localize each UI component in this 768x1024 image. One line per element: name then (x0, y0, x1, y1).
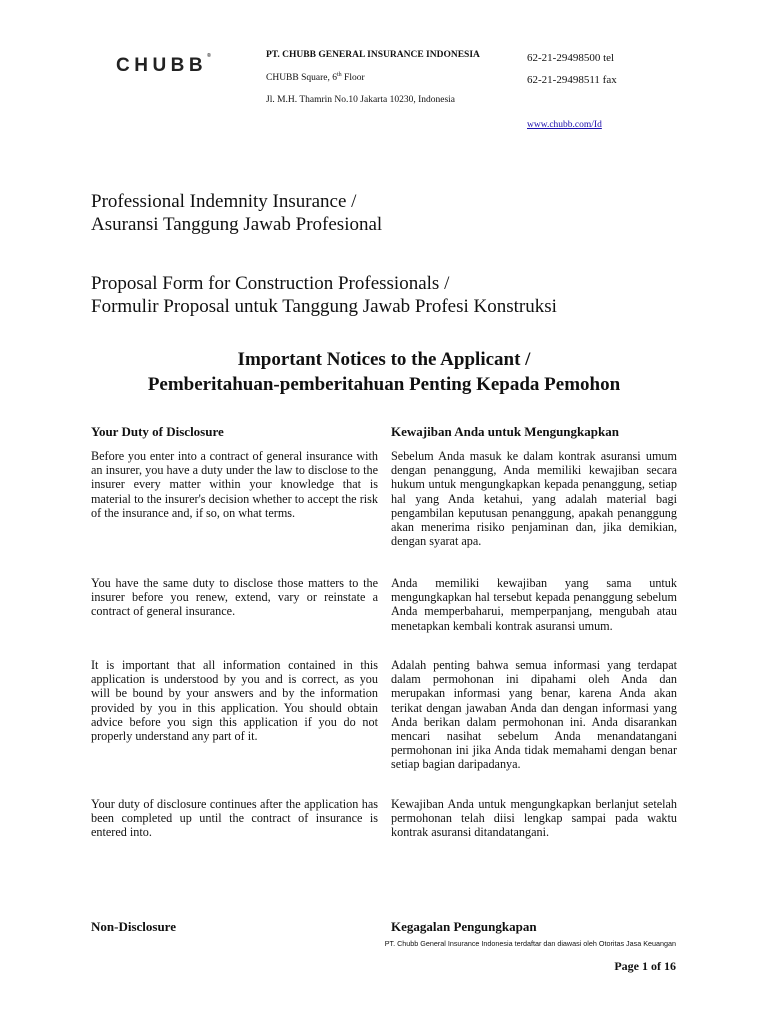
phone-number: 62-21-29498500 tel (527, 52, 615, 64)
notices-heading-2: Pemberitahuan-pemberitahuan Penting Kepada Pemohon (147, 374, 621, 395)
section-heading-nondisclosure-id: Kegagalan Pengungkapan (391, 919, 537, 934)
fax-number: 62-21-29498511 fax (527, 74, 617, 86)
title-line-4: Formulir Proposal untuk Tanggung Jawab Profesi Konstruksi (91, 296, 557, 317)
page-number: Page 1 of 16 (614, 959, 676, 973)
section-heading-duty-id: Kewajiban Anda untuk Mengungkapkan (391, 424, 619, 439)
website-link[interactable]: www.chubb.com/Id (527, 120, 602, 130)
paragraph-1-en: Before you enter into a contract of general insurance with an insurer, you have a duty under the law to disclose to the insurer every matter within your knowledge that is material to the insurer's decision whether to accept the risk of the insurance and, if so, on what terms. (91, 449, 378, 520)
company-name: PT. CHUBB GENERAL INSURANCE INDONESIA (266, 50, 480, 60)
address-line-1: CHUBB Square, 6th Floor (266, 72, 365, 84)
paragraph-3-id: Adalah penting bahwa semua informasi yang terdapat dalam permohonan ini dipahami oleh Anda dan merupakan informasi yang benar, karena Anda akan terikat dengan jawaban Anda dan dengan informasi yang Anda berikan dalam permohonan ini. Anda disarankan mencari nasihat sebelum Anda menandatangani permohonan ini jika Anda tidak memahami dengan benar setiap bagian daripadanya. (391, 658, 677, 772)
paragraph-1-id: Sebelum Anda masuk ke dalam kontrak asuransi umum dengan penanggung, Anda memiliki kewajiban secara hukum untuk mengungkapkan kepada penanggung, setiap hal yang Anda ketahui, yang adalah material bagi pengambilan keputusan penanggung, apakah penanggung akan menerima risiko penjaminan dan, jika demikian, dengan syarat apa. (391, 449, 677, 549)
title-line-2: Asuransi Tanggung Jawab Profesional (91, 214, 383, 235)
paragraph-4-en: Your duty of disclosure continues after the application has been completed up until the contract of insurance is entered into. (91, 797, 378, 840)
registered-mark: ® (207, 53, 211, 59)
regulatory-footer-note: PT. Chubb General Insurance Indonesia terdaftar dan diawasi oleh Otoritas Jasa Keuangan (384, 939, 676, 948)
section-heading-duty-en: Your Duty of Disclosure (91, 424, 224, 439)
notices-heading-1: Important Notices to the Applicant / (237, 349, 531, 370)
paragraph-3-en: It is important that all information contained in this application is understood by you and is correct, as you will be bound by your answers and by the information provided by you in this application. You should obtain advice before you sign this application if you do not properly understand any part of it. (91, 658, 378, 744)
paragraph-2-id: Anda memiliki kewajiban yang sama untuk mengungkapkan hal tersebut kepada penanggung sebelum Anda memperbaharui, memperpanjang, mengubah atau menetapkan kembali kontrak asuransi umum. (391, 576, 677, 633)
address-line-2: Jl. M.H. Thamrin No.10 Jakarta 10230, Indonesia (266, 95, 456, 105)
paragraph-4-id: Kewajiban Anda untuk mengungkapkan berlanjut setelah permohonan telah diisi lengkap sampai pada waktu kontrak asuransi ditandatangani. (391, 797, 677, 840)
title-line-3: Proposal Form for Construction Professionals / (91, 273, 450, 294)
chubb-logo: CHUBB® (116, 53, 211, 76)
title-line-1: Professional Indemnity Insurance / (91, 191, 357, 212)
paragraph-2-en: You have the same duty to disclose those matters to the insurer before you renew, extend, vary or reinstate a contract of general insurance. (91, 576, 378, 619)
section-heading-nondisclosure-en: Non-Disclosure (91, 919, 176, 934)
